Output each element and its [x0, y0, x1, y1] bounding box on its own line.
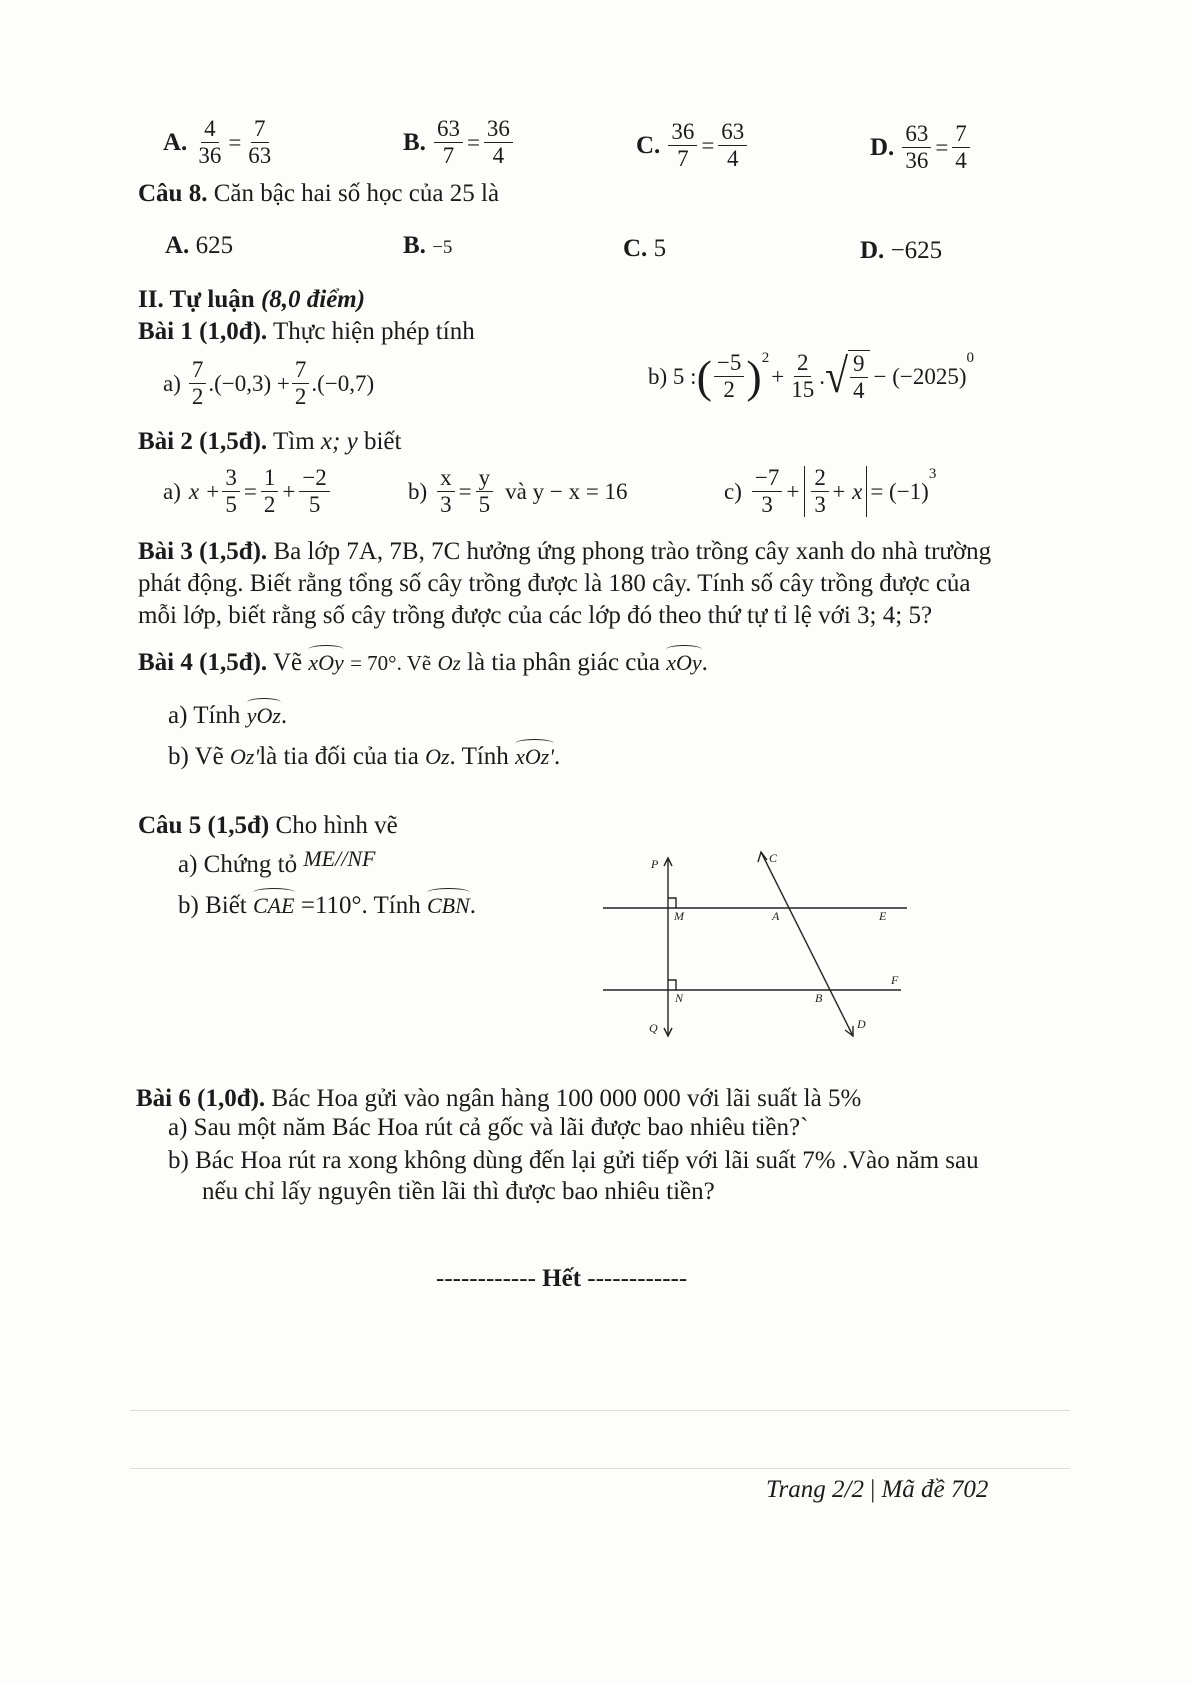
q8-option-b: B. −5 — [403, 232, 453, 259]
q7-option-d: D. $\frac{63}{36}$ = $\frac{7}{4}$ — [870, 122, 972, 173]
q8-option-c: C. 5 — [623, 235, 667, 262]
section-heading: II. Tự luận (8,0 điểm) — [138, 286, 366, 313]
label-q: Q — [649, 1021, 658, 1035]
geometry-figure — [595, 840, 925, 1050]
bai6-part-b-line-2: nếu chỉ lấy nguyên tiền lãi thì được bao nhiêu tiền? — [202, 1178, 715, 1205]
option-letter: B. — [403, 128, 426, 156]
bai4-part-b: b) Vẽ Oz'là tia đối của tia Oz. Tính xOz'. — [168, 743, 561, 770]
cau5-part-b: b) Biết CAE =110°. Tính CBN. — [178, 892, 477, 919]
q7-option-a: A. $\frac{4}{36}$ = $\frac{7}{63}$ — [163, 116, 272, 169]
cau5-stem: Câu 5 (1,5đ) Cho hình vẽ — [138, 812, 398, 839]
label-c: C — [769, 851, 778, 865]
label-p: P — [651, 857, 659, 871]
cau5-part-a: a) Chứng tỏ ME//NF — [178, 846, 376, 878]
bai3-line-2: phát động. Biết rằng tổng số cây trồng được là 180 cây. Tính số cây trồng được của — [138, 570, 971, 597]
bai2-part-c: c) $\frac{-7}{3}$ + $\frac{2}{3}$ + x = (−1) 3 — [724, 465, 937, 518]
label-m: M — [674, 909, 684, 923]
square-root-symbol: √ $\frac{9}{4}$ — [825, 350, 870, 403]
q7-option-b: B. $\frac{63}{7}$ = $\frac{36}{4}$ — [403, 117, 515, 168]
bai1-part-a: a) $\frac{7}{2}$ .(−0,3) + $\frac{7}{2}$ .(−0,7) — [163, 357, 375, 410]
label-d: D — [857, 1017, 866, 1031]
right-angle-mark-m — [668, 898, 676, 908]
label-f: F — [891, 973, 899, 987]
label-e: E — [879, 909, 887, 923]
option-letter: A. — [163, 128, 188, 156]
page-footer: Trang 2/2 | Mã đề 702 — [766, 1476, 989, 1503]
q7-option-c: C. $\frac{36}{7}$ = $\frac{63}{4}$ — [636, 120, 749, 171]
bai3-line-1: Bài 3 (1,5đ). Ba lớp 7A, 7B, 7C hưởng ứng phong trào trồng cây xanh do nhà trường — [138, 538, 992, 565]
bai4-stem: Bài 4 (1,5đ). Vẽ xOy = 70°. Vẽ Oz là tia phân giác của xOy. — [138, 649, 708, 676]
q8-option-d: D. −625 — [860, 237, 943, 264]
bai2-part-a: a) x + $\frac{3}{5}$ = $\frac{1}{2}$ + $\frac{-2}{5}$ — [163, 466, 332, 517]
bai1-part-b: b) 5 : ( $\frac{-5}{2}$ ) 2 + $\frac{2}{15}$ . √ $\frac{9}{4}$ − (−2025) 0 — [648, 350, 975, 404]
absolute-value: $\frac{2}{3}$ + x — [804, 466, 867, 517]
line-cd — [761, 852, 853, 1036]
bai3-line-3: mỗi lớp, biết rằng số cây trồng được của các lớp đó theo thứ tự tỉ lệ với 3; 4; 5? — [138, 602, 933, 629]
label-b: B — [815, 991, 823, 1005]
right-angle-mark-n — [668, 980, 676, 990]
q8-option-a: A. 625 — [165, 232, 234, 259]
bai2-stem: Bài 2 (1,5đ). Tìm x; y biết — [138, 428, 402, 455]
bai6-stem: Bài 6 (1,0đ). Bác Hoa gửi vào ngân hàng 100 000 000 với lãi suất là 5% — [136, 1085, 862, 1112]
option-letter: D. — [870, 133, 895, 161]
divider — [130, 1410, 1070, 1411]
q8-stem: Câu 8. Căn bậc hai số học của 25 là — [138, 180, 500, 207]
end-marker: ------------ Hết ------------ — [436, 1265, 688, 1292]
divider — [130, 1468, 1070, 1469]
bai1-stem: Bài 1 (1,0đ). Thực hiện phép tính — [138, 318, 475, 345]
option-letter: C. — [636, 131, 661, 159]
bai6-part-b-line-1: b) Bác Hoa rút ra xong không dùng đến lại gửi tiếp với lãi suất 7% .Vào năm sau — [168, 1147, 979, 1174]
label-n: N — [675, 991, 684, 1005]
bai6-part-a: a) Sau một năm Bác Hoa rút cả gốc và lãi được bao nhiêu tiền?` — [168, 1114, 809, 1141]
label-a: A — [772, 909, 780, 923]
bai2-part-b: b) $\frac{x}{3}$ = $\frac{y}{5}$ và y − x = 16 — [408, 465, 628, 518]
bai4-part-a: a) Tính yOz. — [168, 702, 288, 729]
